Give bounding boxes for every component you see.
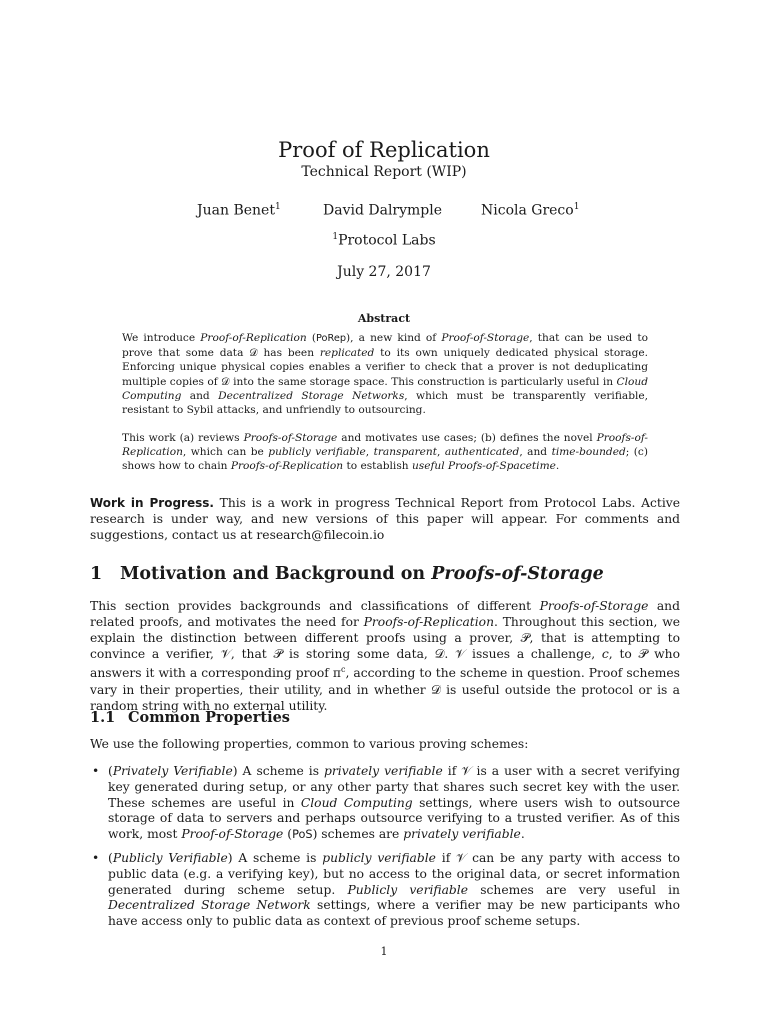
- wip-label: Work in Progress.: [90, 496, 214, 510]
- affiliation: $^1$Protocol Labs: [332, 232, 436, 249]
- work-in-progress-note: Work in Progress. This is a work in progress Technical Report from Protocol Labs. Active research is under way, and new versions of this paper will appear. For comments and suggestions, contact us at research@filecoin.io: [90, 496, 680, 542]
- section-1-1-heading: 1.1 Common Properties: [90, 709, 290, 726]
- section-1-1-intro: We use the following properties, common to various proving schemes:: [90, 737, 529, 751]
- section-1-paragraph: This section provides backgrounds and classifications of different Proofs-of-Storage and related proofs, and motivates the need for Proofs-of-Replication. Throughout this section, we explain the distinction between different proofs using a prover, 𝒫, that is attempting to convince a verifier, 𝒱, that 𝒫 is storing some data, 𝒟. 𝒱 issues a challenge, c, to 𝒫 who answers it with a corresponding proof $\pi^c$, according to the scheme in question. Proof schemes vary in their properties, their utility, and in whether 𝒟 is useful outside the protocol or is a random string with no external utility.: [90, 599, 680, 713]
- author-1: Juan Benet$^1$: [197, 202, 281, 219]
- section-1-1-number: 1.1: [90, 709, 116, 726]
- list-item-privately-verifiable: • (Privately Verifiable) A scheme is privately verifiable if 𝒱 is a user with a secret verifying key generated during setup, or any other party that shares such secret key with the user. These schemes are useful in Cloud Computing settings, where users wish to outsource storage of data to servers and perhaps outsource verifying to a trusted verifier. As of this work, most Proof-of-Storage (PoS) schemes are privately verifiable.: [92, 764, 681, 842]
- page-number: 1: [380, 945, 388, 958]
- author-1-mark: 1: [274, 202, 281, 212]
- affiliation-mark: 1: [332, 232, 339, 242]
- list-item-publicly-verifiable: • (Publicly Verifiable) A scheme is publicly verifiable if 𝒱 can be any party with access to public data (e.g. a verifying key), but no access to the original data, or secret information generated during scheme setup. Publicly verifiable schemes are very useful in Decentralized Storage Network settings, where a verifier may be new participants who have access only to public data as context of previous proof scheme setups.: [92, 851, 681, 929]
- section-1-heading: 1 Motivation and Background on Proofs-of-Storage: [90, 564, 604, 584]
- abstract-paragraph-2: This work (a) reviews Proofs-of-Storage and motivates use cases; (b) defines the novel Proofs-of-Replication, which can be publicly verifiable, transparent, authenticated, and time-bounded; (c) shows how to chain Proofs-of-Replication to establish useful Proofs-of-Spacetime.: [122, 432, 648, 473]
- author-3: Nicola Greco$^1$: [481, 202, 580, 219]
- pos-acronym: PoS: [292, 828, 313, 842]
- author-2: David Dalrymple: [323, 202, 443, 219]
- bullet-icon: •: [92, 764, 100, 778]
- paper-date: July 27, 2017: [337, 264, 431, 280]
- porep-acronym: PoRep: [316, 333, 347, 344]
- section-1-number: 1: [90, 564, 103, 584]
- abstract-heading: Abstract: [357, 312, 411, 325]
- paper-subtitle: Technical Report (WIP): [301, 164, 467, 180]
- bullet-icon: •: [92, 851, 100, 865]
- author-3-mark: 1: [573, 202, 580, 212]
- paper-title: Proof of Replication: [278, 138, 490, 162]
- abstract-paragraph-1: We introduce Proof-of-Replication (PoRep), a new kind of Proof-of-Storage, that can be used to prove that some data 𝒟 has been replicated to its own uniquely dedicated physical storage. Enforcing unique physical copies enables a verifier to check that a prover is not deduplicating multiple copies of 𝒟 into the same storage space. This construction is particularly useful in Cloud Computing and Decentralized Storage Networks, which must be transparently verifiable, resistant to Sybil attacks, and unfriendly to outsourcing.: [122, 332, 649, 417]
